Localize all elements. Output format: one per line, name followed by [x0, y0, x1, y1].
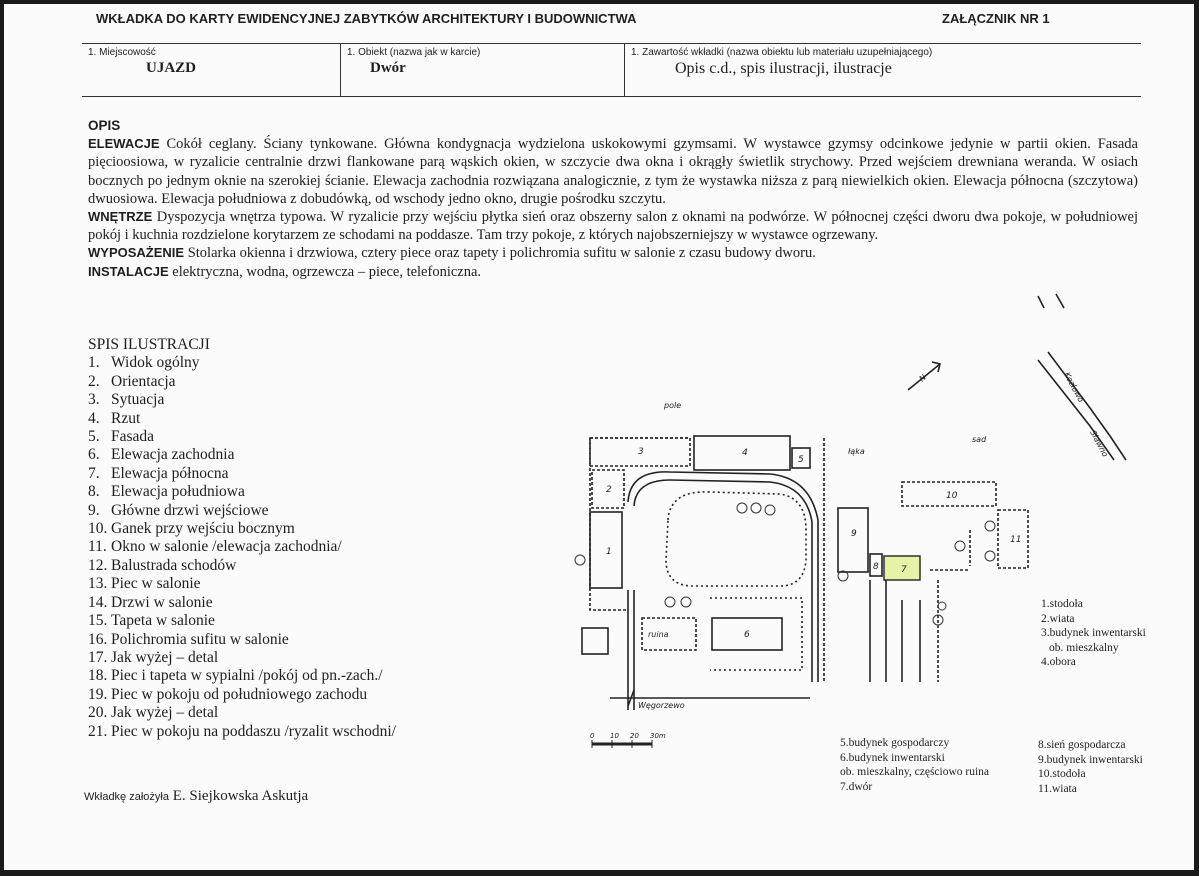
plan-outbuilding	[582, 628, 608, 654]
illustration-item	[88, 465, 396, 483]
illustration-number: 11.	[88, 538, 107, 556]
illustration-item	[88, 483, 396, 501]
illustration-item	[88, 631, 396, 649]
plan-drive-2	[634, 480, 812, 682]
illustration-item	[88, 410, 396, 428]
legend-entry: 7.dwór	[840, 780, 873, 793]
plan-building-number-1: 1	[606, 547, 612, 557]
footer	[84, 788, 308, 805]
plan-label-sad: sad	[972, 435, 987, 444]
legend-entry: 11.wiata	[1038, 782, 1077, 795]
legend-entry: 10.stodoła	[1038, 768, 1086, 780]
locality-cell	[82, 44, 340, 96]
interior-label: WNĘTRZE	[88, 209, 153, 225]
elevations-paragraph	[88, 135, 1138, 208]
elevations-label: ELEWACJE	[88, 136, 160, 152]
illustration-number: 7.	[88, 464, 100, 482]
illustration-number: 9.	[88, 501, 100, 519]
illustration-item	[88, 594, 396, 612]
plan-scale-label: 0	[590, 732, 595, 740]
illustration-item	[88, 373, 396, 391]
illustrations-title: SPIS ILUSTRACJI	[88, 336, 210, 353]
illustration-item	[88, 649, 396, 667]
illustration-text: Orientacja	[111, 372, 176, 390]
locality-label: 1. Miejscowość	[88, 47, 156, 58]
illustration-item	[88, 557, 396, 575]
plan-courtyard	[710, 598, 802, 670]
illustration-text: Piec w salonie	[111, 575, 201, 593]
illustration-number: 3.	[88, 391, 100, 409]
plan-label-road-slawno: Sławno	[1088, 428, 1110, 459]
equipment-paragraph	[88, 244, 1138, 262]
illustration-text: Piec w pokoju od południowego zachodu	[111, 685, 368, 703]
illustration-number: 1.	[88, 354, 100, 372]
illustration-text: Piec w pokoju na poddaszu /ryzalit wschodni/	[111, 722, 396, 740]
plan-label-pole: pole	[664, 401, 682, 410]
plan-building-number-4: 4	[742, 448, 748, 458]
illustration-number: 4.	[88, 409, 100, 427]
plan-label-laka: łąka	[848, 447, 865, 456]
plan-label-road-kozlowo: Kozłowo	[1062, 370, 1086, 404]
equipment-text: Stolarka okienna i drzwiowa, cztery piece oraz tapety i polichromia sufitu w salonie z czasu budowy dworu.	[184, 245, 816, 262]
illustration-number: 20.	[88, 704, 108, 722]
elevations-text: Cokół ceglany. Ściany tynkowane. Główna kondygnacja wydzielona uskokowymi gzymsami. W wystawce gzymsy odcinkowe jedynie w partii okien. Fasada pięcioosiowa, w ryzalicie centralnie drzwi flankowane parą wąskich okien, w szczycie dwa okna i okrągły świetlik strychowy. Przed wejściem drewniana weranda. W osiach bocznych po jednym oknie na szerokiej ścianie. Elewacja zachodnia rozwiązana analogicznie, z tym że wystawka niższa z parą niewielkich okien. Elewacja północna (szczytowa) dwuosiowa. Elewacja południowa z dobudówką, od wschody jedno okno, drugie pośrodku szczytu.	[88, 136, 1138, 207]
illustration-text: Jak wyżej – detal	[111, 704, 219, 722]
plan-road-right	[1048, 352, 1126, 460]
plan-building-number-7: 7	[901, 565, 907, 575]
illustration-number: 19.	[88, 685, 108, 703]
equipment-label: WYPOSAŻENIE	[88, 245, 185, 261]
illustration-number: 12.	[88, 556, 108, 574]
document-title: WKŁADKA DO KARTY EWIDENCYJNEJ ZABYTKÓW ARCHITEKTURY I BUDOWNICTWA	[96, 11, 637, 26]
illustration-text: Główne drzwi wejściowe	[111, 501, 269, 519]
illustration-item	[88, 704, 396, 722]
legend-entry: 5.budynek gospodarczy	[840, 737, 950, 749]
illustration-number: 16.	[88, 630, 108, 648]
illustration-text: Elewacja południowa	[111, 483, 245, 501]
legend-entry: 2.wiata	[1041, 612, 1075, 625]
legend-group-c	[1038, 738, 1143, 796]
plan-building-number-2: 2	[606, 485, 612, 495]
illustration-number: 8.	[88, 483, 100, 501]
illustration-item	[88, 428, 396, 446]
illustration-text: Tapeta w salonie	[111, 612, 215, 630]
installations-text: elektryczna, wodna, ogrzewcza – piece, telefoniczna.	[168, 263, 482, 280]
illustration-text: Piec i tapeta w sypialni /pokój od pn.-zach./	[111, 667, 383, 685]
illustration-number: 14.	[88, 593, 108, 611]
illustration-item	[88, 520, 396, 538]
illustration-number: 15.	[88, 612, 108, 630]
plan-scale-label: 10	[610, 732, 619, 740]
annex-number: ZAŁĄCZNIK NR 1	[942, 11, 1050, 26]
illustration-item	[88, 612, 396, 630]
illustration-text: Widok ogólny	[111, 354, 200, 372]
illustration-item	[88, 446, 396, 464]
interior-text: Dyspozycja wnętrza typowa. W ryzalicie przy wejściu płytka sień oraz obszerny salon z oknami na podwórze. W północnej części dworu dwa pokoje, w południowej pokój i kuchnia rozdzielone korytarzem ze schodami na poddasze. Tam trzy pokoje, z których najobszerniejszy w wystawce ogrzewany.	[88, 209, 1138, 244]
legend-entry: 6.budynek inwentarski	[840, 751, 945, 764]
contents-cell	[624, 44, 1142, 96]
interior-paragraph	[88, 208, 1138, 244]
legend-entry: 1.stodoła	[1041, 598, 1083, 610]
plan-label-north: N	[917, 372, 928, 384]
legend-entry: 4.obora	[1041, 656, 1076, 668]
installations-label: INSTALACJE	[88, 263, 169, 279]
illustration-number: 5.	[88, 428, 100, 446]
description-section	[88, 117, 1138, 281]
plan-building-number-5: 5	[798, 455, 804, 465]
illustration-item	[88, 391, 396, 409]
illustration-text: Polichromia sufitu w salonie	[111, 630, 289, 648]
object-label: 1. Obiekt (nazwa jak w karcie)	[347, 47, 481, 58]
plan-building-number-3: 3	[638, 447, 644, 457]
legend-group-b	[840, 736, 989, 794]
illustration-item	[88, 354, 396, 372]
illustration-text: Sytuacja	[111, 391, 165, 409]
illustration-item	[88, 723, 396, 741]
plan-label-ruina: ruina	[648, 630, 669, 639]
illustration-item	[88, 538, 396, 556]
footer-label: Wkładkę założyła	[84, 791, 169, 803]
illustration-text: Okno w salonie /elewacja zachodnia/	[111, 538, 342, 556]
site-plan	[570, 290, 1160, 810]
legend-entry: 8.sień gospodarcza	[1038, 739, 1126, 751]
illustration-number: 6.	[88, 446, 100, 464]
footer-author: E. Siejkowska Askutja	[168, 788, 309, 804]
illustration-text: Elewacja zachodnia	[111, 446, 235, 464]
illustration-number: 10.	[88, 520, 108, 538]
plan-building-number-9: 9	[851, 529, 857, 539]
illustration-item	[88, 502, 396, 520]
illustration-text: Fasada	[111, 428, 155, 446]
illustration-number: 2.	[88, 372, 100, 390]
legend-group-a	[1041, 597, 1146, 670]
illustration-item	[88, 667, 396, 685]
illustration-text: Ganek przy wejściu bocznym	[111, 520, 295, 538]
plan-scale-label: 20	[630, 732, 639, 740]
illustration-number: 18.	[88, 667, 108, 685]
plan-plots	[870, 580, 920, 682]
illustrations-list	[88, 354, 396, 741]
installations-paragraph	[88, 263, 1138, 281]
illustration-text: Balustrada schodów	[111, 556, 237, 574]
plan-label-road-wegorzewo: Węgorzewo	[638, 701, 685, 710]
contents-label: 1. Zawartość wkładki (nazwa obiektu lub materiału uzupełniającego)	[631, 47, 933, 58]
form-header-row	[82, 43, 1141, 97]
plan-scale-bar	[592, 740, 652, 748]
plan-building-9	[838, 508, 868, 572]
object-cell	[340, 44, 625, 96]
illustration-number: 13.	[88, 575, 108, 593]
legend-entry: 3.budynek inwentarski	[1041, 627, 1146, 639]
object-value: Dwór	[370, 60, 406, 76]
illustration-text: Rzut	[111, 409, 141, 427]
illustration-text: Jak wyżej – detal	[111, 648, 219, 666]
illustration-text: Drzwi w salonie	[111, 593, 213, 611]
plan-building-number-11: 11	[1010, 535, 1022, 545]
legend-entry: ob. mieszkalny, częściowo ruina	[840, 766, 990, 778]
description-heading: OPIS	[88, 118, 121, 133]
plan-garden	[666, 492, 806, 586]
illustration-text: Elewacja północna	[111, 464, 229, 482]
legend-entry: ob. mieszkalny	[1049, 641, 1119, 654]
illustration-number: 21.	[88, 722, 108, 740]
contents-value: Opis c.d., spis ilustracji, ilustracje	[675, 60, 892, 77]
plan-scale-label: 30m	[650, 732, 666, 740]
plan-building-number-10: 10	[946, 491, 958, 501]
locality-value: UJAZD	[146, 60, 197, 76]
plan-building-number-6: 6	[744, 630, 750, 640]
illustration-item	[88, 686, 396, 704]
illustrations-section	[88, 336, 396, 741]
illustration-item	[88, 575, 396, 593]
plan-building-number-8: 8	[873, 562, 879, 572]
illustration-number: 17.	[88, 648, 108, 666]
legend-entry: 9.budynek inwentarski	[1038, 753, 1143, 766]
